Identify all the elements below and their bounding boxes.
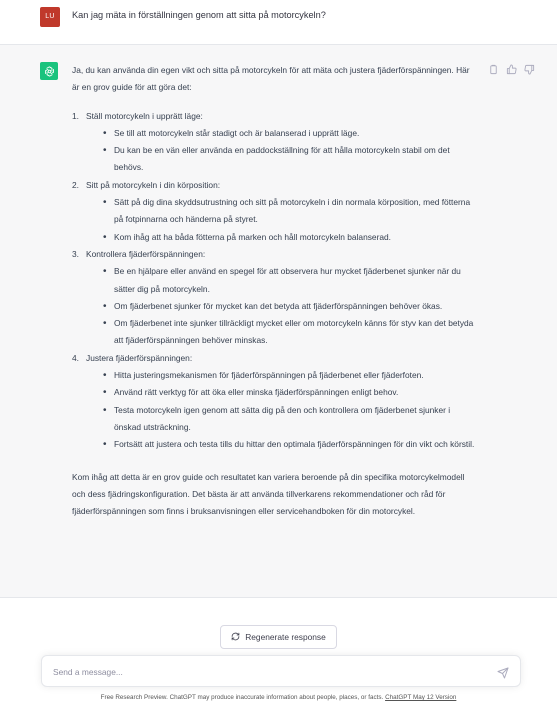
paper-plane-icon[interactable] xyxy=(497,666,509,678)
assistant-message-content xyxy=(72,62,476,520)
step-bullet: • Hitta justeringsmekanismen för fjäderförspänningen på fjäderbenet eller fjäderfoten. xyxy=(100,367,476,384)
assistant-outro: Kom ihåg att detta är en grov guide och resultatet kan variera beroende på din specifika motorcykelmodell och dess fjädringskonfiguration. Det bästa är att använda tillverkarens rekommendationer och råd för fjäderförspänningen som finns i bruksanvisningen eller servicehandboken för din motorcykel. xyxy=(72,471,465,517)
clipboard-icon[interactable] xyxy=(488,62,499,73)
step-bullet: • Om fjäderbenet inte sjunker tillräckligt mycket eller om motorcykeln känns för styv kan det betyda att fjäderförspänningen behöver minskas. xyxy=(100,315,476,350)
regenerate-label: Regenerate response xyxy=(245,632,326,642)
assistant-message-row xyxy=(0,45,557,598)
footer-disclaimer xyxy=(0,694,557,701)
step-item xyxy=(72,108,476,177)
message-input[interactable] xyxy=(53,664,483,680)
step-bullet: • Testa motorcykeln igen genom att sätta dig på den och kontrollera om fjäderbenet sjunker i önskad utsträckning. xyxy=(100,402,476,437)
step-bullets xyxy=(86,367,476,453)
steps-list xyxy=(72,108,476,454)
step-number: 4. xyxy=(72,352,79,363)
message-actions xyxy=(488,62,535,73)
footer-text: Free Research Preview. ChatGPT may produce inaccurate information about people, places, or facts. xyxy=(100,694,384,701)
step-item xyxy=(72,177,476,246)
step-bullet: • Be en hjälpare eller använd en spegel för att observera hur mycket fjäderbenet sjunker när du sätter dig på motorcykeln. xyxy=(100,263,476,298)
step-number: 3. xyxy=(72,248,79,259)
step-title: Kontrollera fjäderförspänningen: xyxy=(86,248,206,259)
step-number: 2. xyxy=(72,179,79,190)
step-bullet: • Använd rätt verktyg för att öka eller minska fjäderförspänningen enligt behov. xyxy=(100,384,476,401)
step-bullet: • Fortsätt att justera och testa tills du hittar den optimala fjäderförspänningen för din vikt och körstil. xyxy=(100,436,476,453)
chatgpt-logo-icon xyxy=(40,62,58,80)
thumbs-down-icon[interactable] xyxy=(524,62,535,73)
step-item xyxy=(72,350,476,454)
refresh-icon xyxy=(231,632,240,643)
user-message-row xyxy=(0,0,557,45)
user-avatar: LU xyxy=(40,7,60,27)
step-item xyxy=(72,246,476,350)
version-link[interactable]: ChatGPT May 12 Version xyxy=(385,694,457,701)
thumbs-up-icon[interactable] xyxy=(506,62,517,73)
step-bullet: • Du kan be en vän eller använda en paddockställning för att hålla motorcykeln stabil om det behövs. xyxy=(100,142,476,177)
step-bullet: • Se till att motorcykeln står stadigt och är balanserad i upprätt läge. xyxy=(100,125,476,142)
step-number: 1. xyxy=(72,110,79,121)
regenerate-response-button[interactable] xyxy=(220,625,337,649)
step-bullets xyxy=(86,263,476,349)
assistant-intro: Ja, du kan använda din egen vikt och sitta på motorcykeln för att mäta och justera fjäderförspänningen. Här är en grov guide för att göra det: xyxy=(72,65,470,93)
step-bullets xyxy=(86,125,476,177)
step-bullet: • Om fjäderbenet sjunker för mycket kan det betyda att fjäderförspänningen behöver ökas. xyxy=(100,298,476,315)
step-title: Justera fjäderförspänningen: xyxy=(86,352,193,363)
message-composer xyxy=(41,655,521,687)
step-bullets xyxy=(86,194,476,246)
step-title: Ställ motorcykeln i upprätt läge: xyxy=(86,110,203,121)
step-bullet: • Sätt på dig dina skyddsutrustning och sitt på motorcykeln i din normala körposition, med fötterna på fotpinnarna och händerna på styret. xyxy=(100,194,476,229)
step-title: Sitt på motorcykeln i din körposition: xyxy=(86,179,221,190)
step-bullet: • Kom ihåg att ha båda fötterna på marken och håll motorcykeln balanserad. xyxy=(100,229,476,246)
user-message-text: Kan jag mäta in förställningen genom att sitta på motorcykeln? xyxy=(72,10,326,20)
regenerate-container xyxy=(0,625,557,649)
